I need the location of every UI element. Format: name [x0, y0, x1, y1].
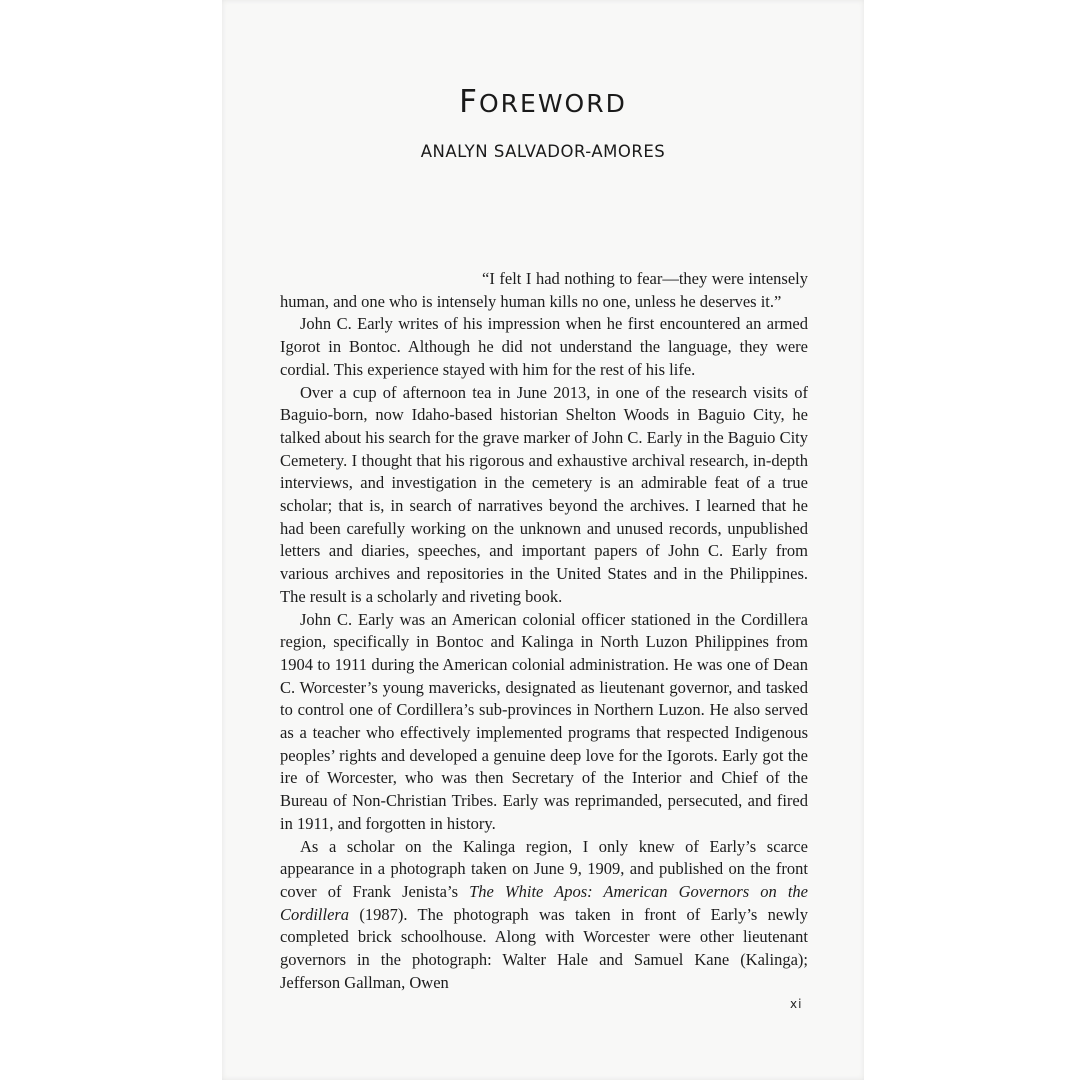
paragraph-3: John C. Early was an American colonial officer stationed in the Cordillera region, specifically in Bontoc and Kalinga in North Luzon Philippines from 1904 to 1911 during the American colonial administration. He was one of Dean C. Worcester’s young mavericks, designated as lieutenant governor, and tasked to control one of Cordillera’s sub-provinces in Northern Luzon. He also served as a teacher who effectively implemented programs that respected Indigenous peoples’ rights and developed a genuine deep love for the Igorots. Early got the ire of Worcester, who was then Secretary of the Interior and Chief of the Bureau of Non-Christian Tribes. Early was reprimanded, persecuted, and fired in 1911, and forgotten in history.	[280, 609, 808, 833]
paragraph-4	[280, 836, 808, 995]
page-number: xi	[790, 997, 803, 1011]
paragraph-1: John C. Early writes of his impression when he first encountered an armed Igorot in Bontoc. Although he did not understand the language, they were cordial. This experience stayed with him for the rest of his life.	[280, 314, 808, 379]
paragraph-2: Over a cup of afternoon tea in June 2013, in one of the research visits of Baguio-born, now Idaho-based historian Shelton Woods in Baguio City, he talked about his search for the grave marker of John C. Early in the Baguio City Cemetery. I thought that his rigorous and exhaustive archival research, in-depth interviews, and investigation in the cemetery is an admirable feat of a true scholar; that is, in search of narratives beyond the archives. I learned that he had been carefully working on the unknown and unused records, unpublished letters and diaries, speeches, and important papers of John C. Early from various archives and repositories in the United States and in the Philippines. The result is a scholarly and riveting book.	[280, 382, 808, 606]
book-page	[222, 0, 864, 1080]
book-title-citation: The White Apos: American Governors on the Cordillera	[280, 881, 808, 924]
body-text	[280, 268, 808, 995]
title-rest: OREWORD	[478, 89, 627, 118]
title-initial: F	[459, 84, 479, 120]
paragraph-4-start: As a scholar on the Kalinga region, I only knew of Early’s scarce appearance in a photograph taken on June 9, 1909, and published on the front cover of Frank Jenista’s	[280, 836, 808, 901]
epigraph-quote: “I felt I had nothing to fear—they were intensely human, and one who is intensely human kills no one, unless he deserves it.”	[280, 269, 808, 311]
author-name: ANALYN SALVADOR-AMORES	[420, 142, 666, 161]
paragraph-4-end: (1987). The photograph was taken in front of Early’s newly completed brick schoolhouse. Along with Worcester were other lieutenant governors in the photograph: Walter Hale and Samuel Kane (Kalinga); Jefferson Gallman, Owen	[280, 904, 808, 992]
page-title	[222, 84, 864, 120]
